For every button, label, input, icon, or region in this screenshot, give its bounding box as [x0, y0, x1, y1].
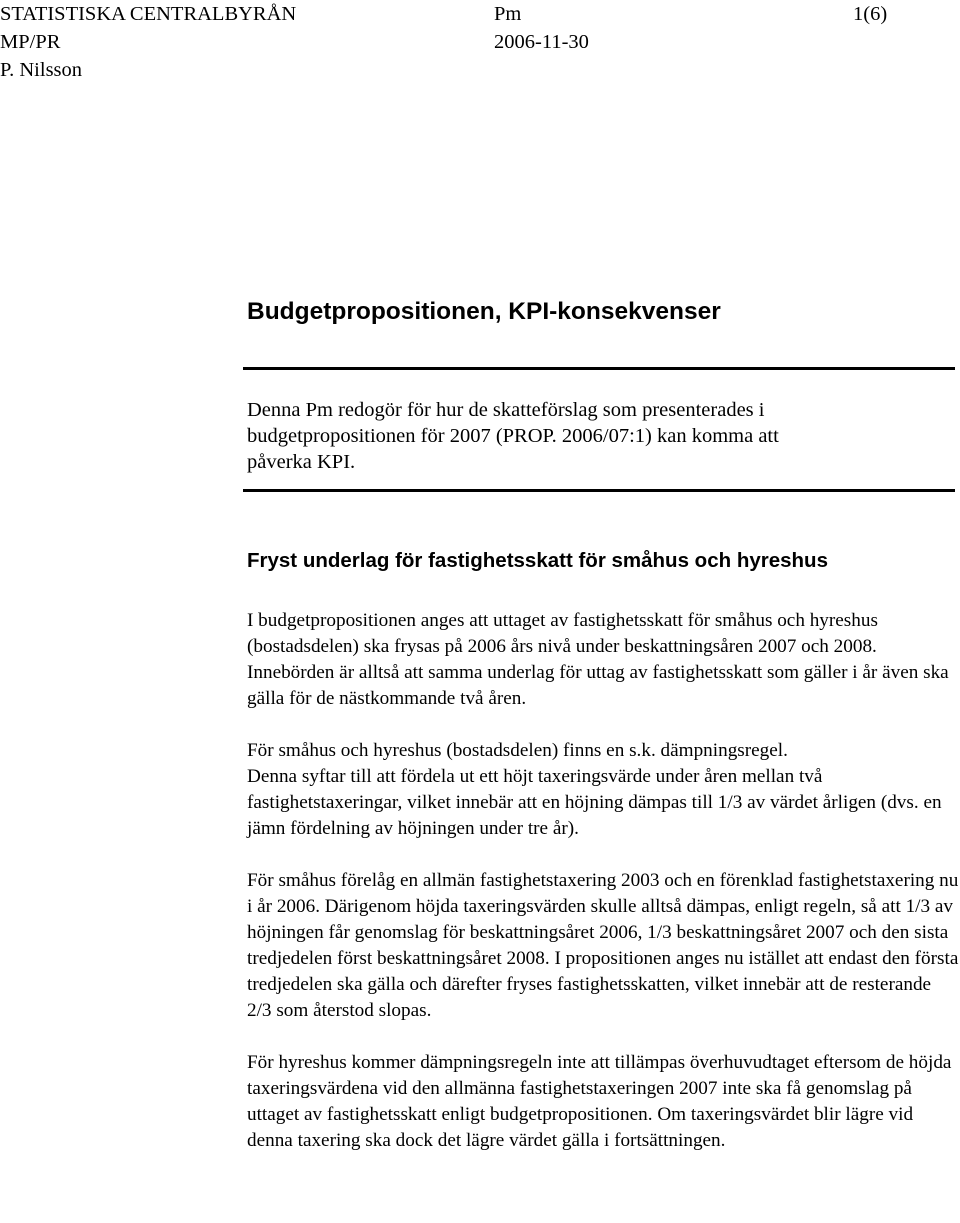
author-name: P. Nilsson: [0, 59, 83, 81]
paragraph: Denna syftar till att fördela ut ett höjt taxeringsvärde under åren mellan två fastighetstaxeringar, vilket innebär att en höjning dämpas till 1/3 av värdet årligen (dvs. en jämn fördelning av höjningen under tre år).: [247, 766, 942, 839]
header-row-3: [0, 56, 960, 84]
paragraph: I budgetpropositionen anges att uttaget av fastighetsskatt för småhus och hyreshus (bostadsdelen) ska frysas på 2006 års nivå under beskattningsåren 2007 och 2008. Innebörden är alltså att samma underlag för uttag av fastighetsskatt som gäller i år även ska gälla för de nästkommande två åren.: [247, 610, 949, 709]
document-body: [247, 295, 959, 1154]
document-title: Budgetpropositionen, KPI-konsekvenser: [247, 298, 721, 325]
paragraph: För småhus och hyreshus (bostadsdelen) finns en s.k. dämpningsregel.: [247, 740, 788, 761]
document-date: 2006-11-30: [494, 31, 589, 53]
page-number: 1(6): [853, 3, 888, 25]
header-row-1: [0, 0, 960, 28]
document-type: Pm: [494, 3, 522, 25]
department-code: MP/PR: [0, 31, 61, 53]
document-header: [0, 0, 960, 84]
title-divider: [243, 367, 955, 370]
organization-name: STATISTISKA CENTRALBYRÅN: [0, 3, 297, 25]
paragraph: För småhus förelåg en allmän fastighetstaxering 2003 och en förenklad fastighetstaxering nu i år 2006. Därigenom höjda taxeringsvärden skulle alltså dämpas, enligt regeln, så att 1/3 av höjningen får genomslag för beskattningsåret 2006, 1/3 beskattningsåret 2007 och den sista tredjedelen först beskattningsåret 2008. I propositionen anges nu istället att endast den första tredjedelen ska gälla och därefter fryses fastighetsskatten, vilket innebär att de resterande 2/3 som återstod slopas.: [247, 870, 959, 1021]
summary-divider: [243, 489, 955, 492]
paragraph: För hyreshus kommer dämpningsregeln inte att tillämpas överhuvudtaget eftersom de höjda taxeringsvärdena vid den allmänna fastighetstaxeringen 2007 inte ska få genomslag på uttaget av fastighetsskatt enligt budgetpropositionen. Om taxeringsvärdet blir lägre vid denna taxering ska dock det lägre värdet gälla i fortsättningen.: [247, 1052, 952, 1151]
header-row-2: [0, 28, 960, 56]
section-heading: Fryst underlag för fastighetsskatt för småhus och hyreshus: [247, 549, 828, 572]
summary-text: Denna Pm redogör för hur de skatteförslag som presenterades i budgetpropositionen för 2007 (PROP. 2006/07:1) kan komma att påverka KPI.: [247, 399, 779, 473]
